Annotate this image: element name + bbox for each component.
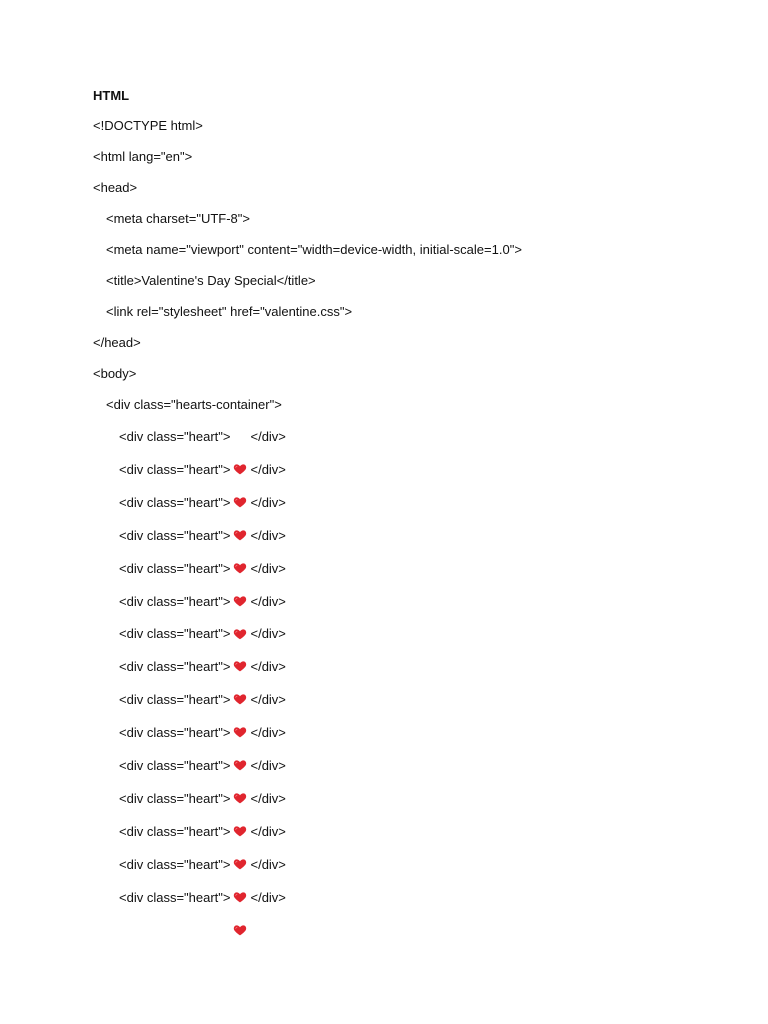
heart-tag-close: </div>	[250, 594, 286, 609]
heart-icon	[233, 759, 247, 773]
code-line-hearts-container: <div class="hearts-container">	[106, 397, 282, 412]
code-line-html-open: <html lang="en">	[93, 149, 193, 164]
heart-icon	[233, 595, 247, 609]
heart-tag-open: <div class="heart">	[119, 725, 231, 740]
code-line-heart	[119, 758, 286, 774]
heart-tag-close: </div>	[250, 626, 286, 641]
code-line-body-open: <body>	[93, 366, 137, 381]
heart-tag-open: <div class="heart">	[119, 561, 231, 576]
code-line-head-open: <head>	[93, 180, 138, 195]
heart-tag-open: <div class="heart">	[119, 758, 231, 773]
heart-tag-open: <div class="heart">	[119, 462, 231, 477]
heart-icon	[233, 825, 247, 839]
code-line-heart	[119, 495, 286, 511]
heart-tag-open: <div class="heart">	[119, 594, 231, 609]
code-line-stylesheet-link: <link rel="stylesheet" href="valentine.css">	[106, 304, 353, 319]
heart-tag-close: </div>	[250, 429, 286, 444]
heart-tag-close: </div>	[250, 890, 286, 905]
code-line-heart	[119, 692, 286, 708]
code-line-heart	[119, 791, 286, 807]
code-line-heart	[119, 561, 286, 577]
code-line-heart	[119, 824, 286, 840]
code-line-meta-viewport: <meta name="viewport" content="width=device-width, initial-scale=1.0">	[106, 242, 522, 257]
code-line-meta-charset: <meta charset="UTF-8">	[106, 211, 250, 226]
document-heading: HTML	[93, 88, 130, 103]
heart-tag-open: <div class="heart">	[119, 626, 231, 641]
heart-tag-open: <div class="heart">	[119, 890, 231, 905]
heart-icon	[233, 792, 247, 806]
code-line-heart	[119, 626, 286, 642]
heart-icon	[233, 726, 247, 740]
heart-tag-close: </div>	[250, 561, 286, 576]
heart-icon	[233, 858, 247, 872]
heart-icon	[233, 891, 247, 905]
heart-tag-open: <div class="heart">	[119, 824, 231, 839]
heart-tag-open: <div class="heart">	[119, 857, 231, 872]
code-line-heart	[119, 890, 286, 906]
heart-tag-open: <div class="heart">	[119, 429, 231, 444]
heart-tag-close: </div>	[250, 659, 286, 674]
code-line-heart	[119, 429, 286, 445]
heart-icon	[233, 562, 247, 576]
heart-tag-open: <div class="heart">	[119, 495, 231, 510]
heart-icon	[233, 627, 247, 641]
heart-icon	[233, 463, 247, 477]
code-line-title: <title>Valentine's Day Special</title>	[106, 273, 316, 288]
heart-tag-open: <div class="heart">	[119, 659, 231, 674]
heart-icon	[233, 660, 247, 674]
heart-tag-close: </div>	[250, 791, 286, 806]
code-line-head-close: </head>	[93, 335, 141, 350]
code-line-heart	[119, 725, 286, 741]
heart-tag-close: </div>	[250, 692, 286, 707]
code-line-heart	[119, 528, 286, 544]
code-line-heart	[119, 462, 286, 478]
code-line-heart	[119, 659, 286, 675]
code-line-heart	[119, 857, 286, 873]
heart-icon	[233, 529, 247, 543]
heart-tag-close: </div>	[250, 824, 286, 839]
code-line-heart	[119, 594, 286, 610]
heart-icon	[233, 430, 247, 444]
heart-tag-close: </div>	[250, 725, 286, 740]
heart-tag-close: </div>	[250, 462, 286, 477]
heart-tag-open: <div class="heart">	[119, 692, 231, 707]
code-line-doctype: <!DOCTYPE html>	[93, 118, 203, 133]
heart-icon	[233, 496, 247, 510]
heart-icon	[233, 693, 247, 707]
heart-tag-close: </div>	[250, 758, 286, 773]
heart-tag-open: <div class="heart">	[119, 528, 231, 543]
heart-tag-open: <div class="heart">	[119, 791, 231, 806]
heart-tag-close: </div>	[250, 528, 286, 543]
heart-tag-close: </div>	[250, 857, 286, 872]
heart-tag-close: </div>	[250, 495, 286, 510]
